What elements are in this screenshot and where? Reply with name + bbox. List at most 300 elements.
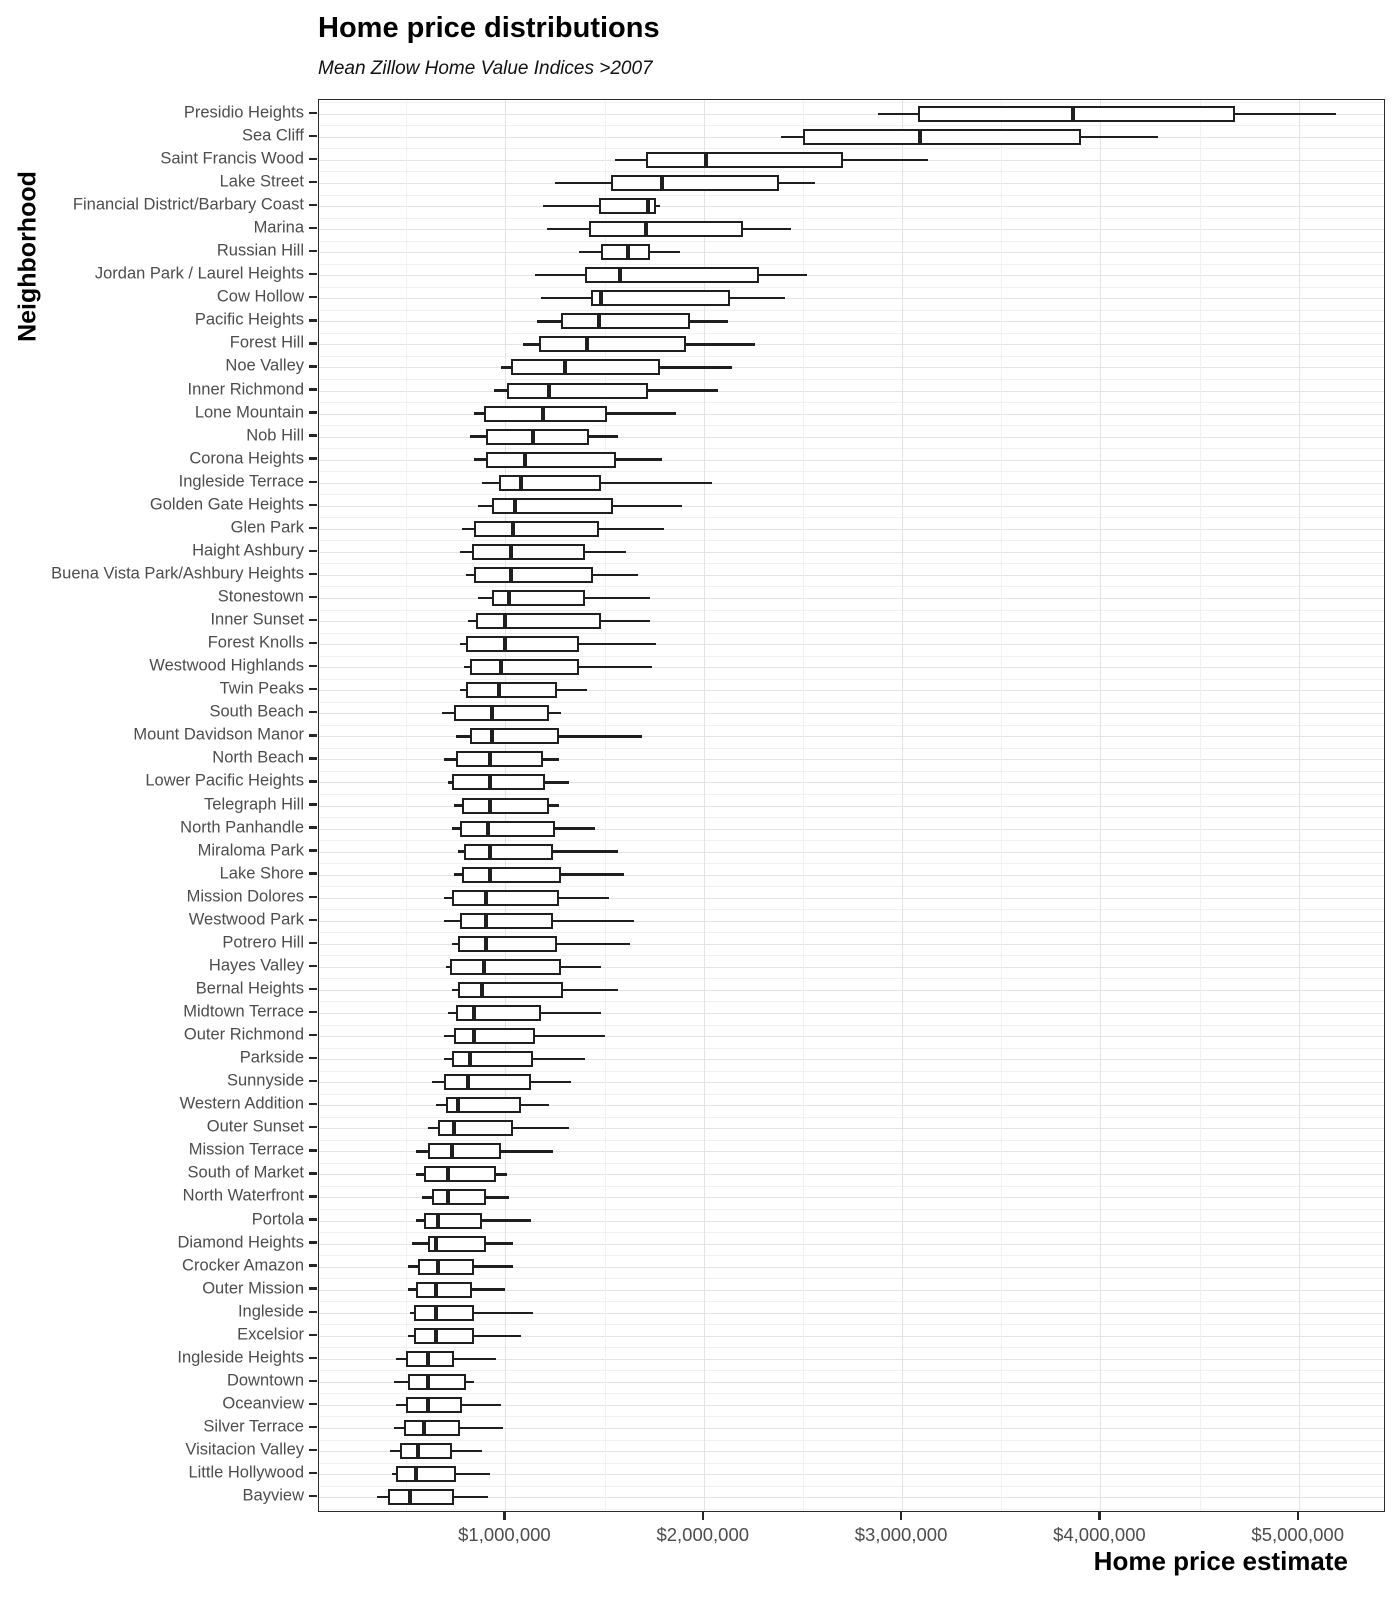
box bbox=[458, 936, 557, 952]
box bbox=[476, 613, 601, 629]
y-tick bbox=[309, 1011, 317, 1013]
box bbox=[472, 544, 585, 560]
y-tick bbox=[309, 1287, 317, 1289]
y-tick-label: Inner Sunset bbox=[210, 610, 304, 629]
y-tick bbox=[309, 942, 317, 944]
box bbox=[444, 1074, 531, 1090]
box bbox=[464, 844, 553, 860]
box bbox=[452, 1051, 533, 1067]
whisker-lower bbox=[396, 1404, 406, 1406]
y-tick bbox=[309, 1380, 317, 1382]
y-tick-label: Westwood Highlands bbox=[149, 656, 304, 675]
y-tick bbox=[309, 365, 317, 367]
y-tick bbox=[309, 481, 317, 483]
y-tick-label: Diamond Heights bbox=[177, 1233, 304, 1252]
y-tick bbox=[309, 204, 317, 206]
y-tick bbox=[309, 1426, 317, 1428]
plot-panel bbox=[318, 99, 1385, 1512]
box bbox=[561, 313, 690, 329]
box bbox=[456, 1005, 541, 1021]
y-tick bbox=[309, 619, 317, 621]
gridline-minor-h bbox=[319, 287, 1384, 288]
y-tick bbox=[309, 757, 317, 759]
gridline-major-h bbox=[319, 1382, 1384, 1383]
median-line bbox=[436, 1259, 440, 1275]
gridline-major-h bbox=[319, 321, 1384, 322]
whisker-lower bbox=[501, 366, 511, 368]
whisker-lower bbox=[555, 182, 611, 184]
gridline-minor-h bbox=[319, 1463, 1384, 1464]
whisker-upper bbox=[474, 1265, 514, 1267]
y-tick-label: Excelsior bbox=[237, 1325, 304, 1344]
gridline-minor-h bbox=[319, 1301, 1384, 1302]
y-tick-label: Visitacion Valley bbox=[185, 1440, 304, 1459]
box bbox=[404, 1420, 460, 1436]
gridline-minor-h bbox=[319, 1025, 1384, 1026]
whisker-lower bbox=[377, 1496, 389, 1498]
whisker-lower bbox=[466, 574, 474, 576]
box bbox=[454, 705, 549, 721]
box bbox=[466, 682, 557, 698]
whisker-lower bbox=[436, 1104, 446, 1106]
median-line bbox=[563, 359, 567, 375]
y-tick-label: Outer Mission bbox=[202, 1279, 304, 1298]
chart-subtitle: Mean Zillow Home Value Indices >2007 bbox=[318, 58, 653, 79]
median-line bbox=[456, 1097, 460, 1113]
y-tick bbox=[309, 1195, 317, 1197]
whisker-lower bbox=[543, 205, 599, 207]
gridline-minor-h bbox=[319, 955, 1384, 956]
gridline-minor-h bbox=[319, 310, 1384, 311]
box bbox=[452, 890, 559, 906]
whisker-upper bbox=[533, 1058, 585, 1060]
y-tick bbox=[309, 250, 317, 252]
median-line bbox=[450, 1143, 454, 1159]
median-line bbox=[484, 913, 488, 929]
box bbox=[400, 1443, 452, 1459]
median-line bbox=[503, 636, 507, 652]
gridline-minor-h bbox=[319, 195, 1384, 196]
median-line bbox=[484, 936, 488, 952]
whisker-upper bbox=[452, 1450, 482, 1452]
y-tick-label: South of Market bbox=[187, 1163, 304, 1182]
whisker-lower bbox=[462, 528, 474, 530]
gridline-minor-h bbox=[319, 1048, 1384, 1049]
median-line bbox=[490, 728, 494, 744]
y-tick bbox=[309, 550, 317, 552]
whisker-upper bbox=[559, 735, 642, 737]
box bbox=[611, 175, 780, 191]
median-line bbox=[434, 1236, 438, 1252]
x-tick bbox=[702, 1512, 704, 1520]
median-line bbox=[541, 406, 545, 422]
whisker-upper bbox=[648, 389, 717, 391]
y-tick bbox=[309, 457, 317, 459]
y-axis-title: Neighborhood bbox=[13, 171, 42, 342]
gridline-minor-h bbox=[319, 794, 1384, 795]
y-tick-label: Lake Shore bbox=[219, 864, 304, 883]
gridline-minor-h bbox=[319, 1255, 1384, 1256]
box bbox=[585, 267, 760, 283]
median-line bbox=[599, 290, 603, 306]
gridline-minor-h bbox=[319, 102, 1384, 103]
whisker-upper bbox=[486, 1242, 514, 1244]
whisker-upper bbox=[541, 1012, 600, 1014]
y-tick-label: Parkside bbox=[239, 1048, 304, 1067]
gridline-minor-v bbox=[605, 100, 606, 1511]
y-tick-label: South Beach bbox=[209, 702, 304, 721]
y-tick bbox=[309, 1472, 317, 1474]
median-line bbox=[597, 313, 601, 329]
whisker-lower bbox=[460, 551, 472, 553]
y-tick-label: Portola bbox=[251, 1210, 304, 1228]
y-tick bbox=[309, 1334, 317, 1336]
median-line bbox=[446, 1189, 450, 1205]
y-tick bbox=[309, 849, 317, 851]
y-tick-label: Silver Terrace bbox=[203, 1417, 304, 1436]
y-tick-label: Lone Mountain bbox=[194, 403, 304, 422]
x-tick bbox=[1098, 1512, 1100, 1520]
whisker-lower bbox=[535, 274, 585, 276]
median-line bbox=[434, 1305, 438, 1321]
y-tick-label: Buena Vista Park/Ashbury Heights bbox=[51, 564, 304, 583]
gridline-minor-v bbox=[1200, 100, 1201, 1511]
median-line bbox=[488, 751, 492, 767]
gridline-minor-v bbox=[406, 100, 407, 1511]
box bbox=[470, 728, 559, 744]
y-tick-label: Lake Street bbox=[219, 172, 304, 191]
whisker-upper bbox=[613, 505, 682, 507]
median-line bbox=[704, 152, 708, 168]
y-tick bbox=[309, 273, 317, 275]
gridline-minor-h bbox=[319, 264, 1384, 265]
whisker-upper bbox=[601, 482, 712, 484]
y-tick bbox=[309, 965, 317, 967]
whisker-lower bbox=[444, 1058, 452, 1060]
y-tick bbox=[309, 1495, 317, 1497]
median-line bbox=[488, 867, 492, 883]
y-tick bbox=[309, 688, 317, 690]
y-tick-label: Mission Dolores bbox=[186, 887, 304, 906]
whisker-upper bbox=[535, 1035, 604, 1037]
box bbox=[454, 1028, 535, 1044]
x-axis-title: Home price estimate bbox=[1093, 1546, 1348, 1576]
box bbox=[492, 590, 585, 606]
y-tick bbox=[309, 1034, 317, 1036]
median-line bbox=[472, 1005, 476, 1021]
y-tick-label: Westwood Park bbox=[188, 910, 304, 929]
whisker-lower bbox=[442, 712, 454, 714]
gridline-minor-h bbox=[319, 1278, 1384, 1279]
gridline-minor-h bbox=[319, 1324, 1384, 1325]
whisker-upper bbox=[686, 343, 755, 345]
whisker-upper bbox=[585, 597, 650, 599]
y-tick-label: Outer Richmond bbox=[183, 1025, 304, 1044]
y-tick-label: Telegraph Hill bbox=[204, 795, 304, 813]
box bbox=[414, 1305, 473, 1321]
whisker-lower bbox=[416, 1219, 424, 1221]
y-tick bbox=[309, 1172, 317, 1174]
gridline-minor-h bbox=[319, 1071, 1384, 1072]
box bbox=[408, 1374, 466, 1390]
box bbox=[450, 959, 561, 975]
y-tick-label: Ingleside Terrace bbox=[178, 472, 304, 491]
gridline-minor-h bbox=[319, 840, 1384, 841]
whisker-lower bbox=[478, 505, 492, 507]
y-tick bbox=[309, 411, 317, 413]
y-tick-label: Saint Francis Wood bbox=[160, 149, 304, 168]
box bbox=[591, 290, 730, 306]
y-tick bbox=[309, 1103, 317, 1105]
median-line bbox=[434, 1282, 438, 1298]
whisker-upper bbox=[472, 1288, 506, 1290]
x-tick-label: $3,000,000 bbox=[854, 1524, 948, 1545]
y-tick bbox=[309, 1126, 317, 1128]
gridline-minor-h bbox=[319, 748, 1384, 749]
x-tick-label: $4,000,000 bbox=[1053, 1524, 1146, 1545]
gridline-minor-h bbox=[319, 218, 1384, 219]
y-tick-label: Crocker Amazon bbox=[182, 1256, 304, 1275]
box bbox=[470, 659, 579, 675]
median-line bbox=[531, 429, 535, 445]
whisker-lower bbox=[408, 1288, 416, 1290]
x-tick-label: $5,000,000 bbox=[1251, 1524, 1345, 1545]
whisker-lower bbox=[474, 412, 484, 414]
gridline-minor-h bbox=[319, 1370, 1384, 1371]
gridline-minor-h bbox=[319, 817, 1384, 818]
gridline-minor-h bbox=[319, 563, 1384, 564]
y-tick-label: North Beach bbox=[212, 748, 304, 767]
median-line bbox=[468, 1051, 472, 1067]
whisker-lower bbox=[394, 1427, 404, 1429]
whisker-lower bbox=[478, 597, 492, 599]
box bbox=[486, 429, 589, 445]
y-tick bbox=[309, 573, 317, 575]
whisker-lower bbox=[422, 1196, 432, 1198]
gridline-minor-h bbox=[319, 241, 1384, 242]
y-tick-label: Financial District/Barbary Coast bbox=[72, 195, 304, 214]
whisker-upper bbox=[650, 251, 680, 253]
box bbox=[492, 498, 613, 514]
median-line bbox=[488, 844, 492, 860]
median-line bbox=[426, 1374, 430, 1390]
y-tick-label: Stonestown bbox=[217, 587, 304, 606]
median-line bbox=[436, 1213, 440, 1229]
median-line bbox=[507, 590, 511, 606]
median-line bbox=[585, 336, 589, 352]
box bbox=[462, 867, 561, 883]
x-tick-label: $2,000,000 bbox=[656, 1524, 750, 1545]
whisker-upper bbox=[513, 1127, 569, 1129]
y-tick bbox=[309, 1403, 317, 1405]
y-tick bbox=[309, 919, 317, 921]
median-line bbox=[626, 244, 630, 260]
y-tick bbox=[309, 642, 317, 644]
box bbox=[474, 567, 593, 583]
whisker-upper bbox=[474, 1335, 522, 1337]
whisker-upper bbox=[607, 412, 676, 414]
whisker-lower bbox=[444, 920, 460, 922]
x-tick bbox=[900, 1512, 902, 1520]
y-tick-label: Nob Hill bbox=[246, 426, 304, 445]
y-tick bbox=[309, 1241, 317, 1243]
gridline-minor-h bbox=[319, 148, 1384, 149]
y-tick bbox=[309, 296, 317, 298]
whisker-lower bbox=[456, 735, 470, 737]
gridline-minor-h bbox=[319, 886, 1384, 887]
gridline-minor-h bbox=[319, 586, 1384, 587]
box bbox=[438, 1120, 513, 1136]
median-line bbox=[660, 175, 664, 191]
y-tick-label: Little Hollywood bbox=[188, 1463, 304, 1482]
whisker-upper bbox=[482, 1219, 532, 1221]
whisker-upper bbox=[779, 182, 815, 184]
y-tick-label: Potrero Hill bbox=[222, 933, 304, 952]
box bbox=[456, 751, 543, 767]
gridline-minor-h bbox=[319, 425, 1384, 426]
median-line bbox=[414, 1466, 418, 1482]
whisker-lower bbox=[412, 1242, 428, 1244]
median-line bbox=[618, 267, 622, 283]
x-tick-label: $1,000,000 bbox=[458, 1524, 551, 1545]
gridline-minor-h bbox=[319, 1509, 1384, 1510]
gridline-minor-h bbox=[319, 1232, 1384, 1233]
median-line bbox=[426, 1397, 430, 1413]
whisker-lower bbox=[416, 1173, 424, 1175]
box bbox=[396, 1466, 455, 1482]
y-tick bbox=[309, 388, 317, 390]
gridline-minor-h bbox=[319, 1486, 1384, 1487]
gridline-minor-h bbox=[319, 1209, 1384, 1210]
y-tick-label: Glen Park bbox=[230, 518, 304, 537]
whisker-upper bbox=[690, 320, 728, 322]
gridline-major-h bbox=[319, 206, 1384, 207]
whisker-upper bbox=[486, 1196, 510, 1198]
box bbox=[414, 1328, 473, 1344]
y-tick-label: North Panhandle bbox=[180, 818, 304, 837]
gridline-minor-h bbox=[319, 610, 1384, 611]
whisker-upper bbox=[553, 850, 618, 852]
gridline-minor-h bbox=[319, 656, 1384, 657]
y-tick bbox=[309, 596, 317, 598]
whisker-lower bbox=[547, 228, 589, 230]
median-line bbox=[503, 613, 507, 629]
whisker-upper bbox=[1081, 136, 1158, 138]
box bbox=[803, 129, 1081, 145]
gridline-minor-h bbox=[319, 702, 1384, 703]
y-tick-label: Ingleside Heights bbox=[177, 1348, 304, 1367]
whisker-upper bbox=[549, 712, 561, 714]
gridline-minor-h bbox=[319, 333, 1384, 334]
gridline-minor-h bbox=[319, 1186, 1384, 1187]
gridline-minor-h bbox=[319, 1163, 1384, 1164]
whisker-upper bbox=[656, 205, 660, 207]
whisker-upper bbox=[521, 1104, 549, 1106]
whisker-lower bbox=[428, 1127, 438, 1129]
gridline-major-h bbox=[319, 298, 1384, 299]
whisker-upper bbox=[557, 689, 587, 691]
whisker-upper bbox=[561, 873, 624, 875]
median-line bbox=[488, 798, 492, 814]
whisker-upper bbox=[599, 528, 664, 530]
whisker-upper bbox=[843, 159, 928, 161]
median-line bbox=[497, 682, 501, 698]
whisker-lower bbox=[537, 320, 561, 322]
whisker-lower bbox=[474, 458, 486, 460]
y-tick-label: Corona Heights bbox=[189, 449, 304, 468]
gridline-minor-h bbox=[319, 1347, 1384, 1348]
whisker-upper bbox=[660, 366, 731, 368]
gridline-minor-h bbox=[319, 448, 1384, 449]
whisker-upper bbox=[454, 1496, 488, 1498]
y-tick-label: Pacific Heights bbox=[194, 310, 304, 329]
box bbox=[539, 336, 686, 352]
median-line bbox=[646, 198, 650, 214]
whisker-upper bbox=[561, 966, 601, 968]
box bbox=[458, 982, 563, 998]
y-tick-label: Sea Cliff bbox=[241, 126, 304, 145]
gridline-minor-h bbox=[319, 1001, 1384, 1002]
gridline-minor-h bbox=[319, 1140, 1384, 1141]
whisker-upper bbox=[601, 620, 651, 622]
box bbox=[406, 1397, 462, 1413]
box bbox=[486, 452, 617, 468]
y-tick-label: Haight Ashbury bbox=[192, 541, 304, 560]
y-tick-label: Ingleside bbox=[237, 1302, 304, 1321]
gridline-minor-h bbox=[319, 771, 1384, 772]
box bbox=[474, 521, 599, 537]
box bbox=[589, 221, 744, 237]
whisker-upper bbox=[454, 1358, 496, 1360]
y-tick-label: Lower Pacific Heights bbox=[145, 771, 304, 790]
median-line bbox=[509, 544, 513, 560]
y-tick bbox=[309, 135, 317, 137]
median-line bbox=[480, 982, 484, 998]
median-line bbox=[488, 774, 492, 790]
y-tick-label: Twin Peaks bbox=[219, 679, 304, 698]
gridline-minor-h bbox=[319, 1440, 1384, 1441]
y-tick bbox=[309, 342, 317, 344]
y-tick-label: Marina bbox=[253, 218, 304, 237]
y-tick bbox=[309, 826, 317, 828]
y-tick bbox=[309, 434, 317, 436]
gridline-minor-h bbox=[319, 517, 1384, 518]
whisker-lower bbox=[454, 804, 462, 806]
median-line bbox=[408, 1489, 412, 1505]
y-tick-label: North Waterfront bbox=[182, 1186, 304, 1205]
y-tick-label: Golden Gate Heights bbox=[149, 495, 304, 514]
gridline-major-v bbox=[902, 100, 903, 1511]
whisker-upper bbox=[555, 827, 595, 829]
whisker-upper bbox=[531, 1081, 571, 1083]
whisker-upper bbox=[466, 1381, 474, 1383]
y-tick bbox=[309, 711, 317, 713]
gridline-major-v bbox=[1299, 100, 1300, 1511]
x-tick bbox=[1297, 1512, 1299, 1520]
gridline-major-h bbox=[319, 275, 1384, 276]
whisker-lower bbox=[781, 136, 803, 138]
whisker-upper bbox=[501, 1150, 553, 1152]
y-tick bbox=[309, 527, 317, 529]
y-tick-label: Mount Davidson Manor bbox=[133, 725, 304, 744]
gridline-minor-h bbox=[319, 1393, 1384, 1394]
y-tick bbox=[309, 896, 317, 898]
whisker-lower bbox=[470, 435, 486, 437]
whisker-upper bbox=[460, 1427, 504, 1429]
y-tick bbox=[309, 504, 317, 506]
whisker-upper bbox=[585, 551, 627, 553]
whisker-lower bbox=[454, 873, 462, 875]
